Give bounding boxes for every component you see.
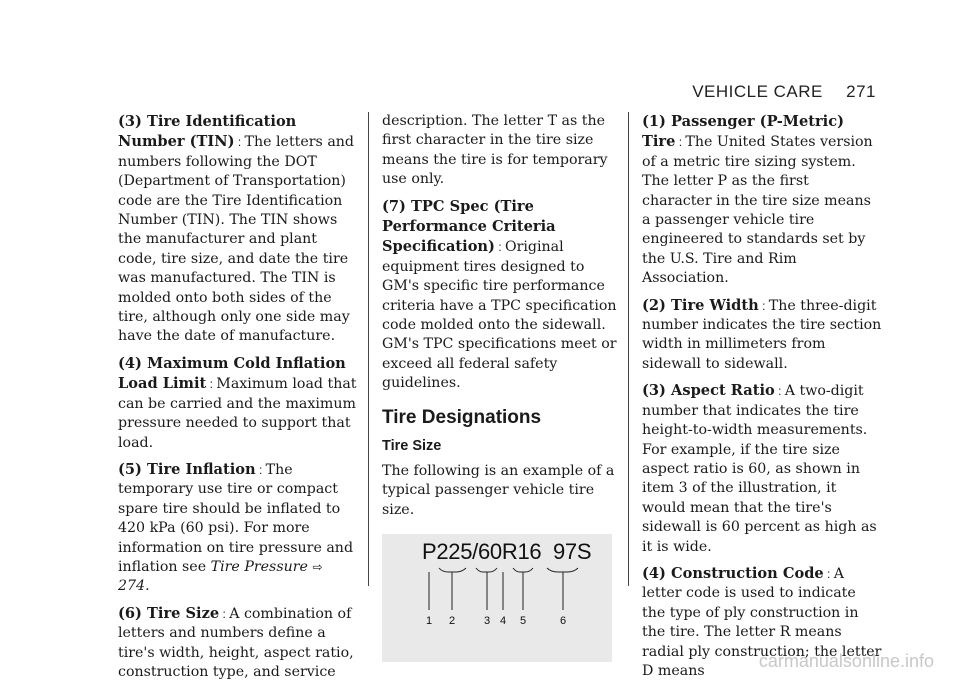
load-term: (4) Maximum Cold Inflation Load Limit [118, 354, 346, 393]
load-paragraph: (4) Maximum Cold Inflation Load Limit : Maximum load that can be carried and the maximum pressure needed to support that load. [118, 354, 357, 451]
callout-label-1: 1 [426, 614, 433, 627]
construction-body: A letter code is used to indicate the type of ply construction in the tire. The letter R means radial ply construction; the letter D means [642, 565, 882, 679]
page-header [692, 82, 876, 102]
callout-lines [382, 534, 612, 662]
size-body: A combination of letters and numbers define a tire's width, height, aspect ratio, construction type, and service [118, 605, 354, 680]
callout-label-6: 6 [560, 614, 567, 627]
inflation-paragraph: (5) Tire Inflation : The temporary use tire or compact spare tire should be inflated to 420 kPa (60 psi). For more information on tire pressure and inflation see Tire Pressure ⇨ 274. [118, 460, 354, 595]
width-body: The three-digit number indicates the tire section width in millimeters from sidewall to sidewall. [642, 297, 882, 372]
subsection-heading: Tire Size [382, 437, 442, 454]
tpc-term: (7) TPC Spec (Tire Performance Criteria Specification) [382, 197, 556, 256]
size-term: (6) Tire Size [118, 604, 220, 622]
page-number: 271 [846, 82, 876, 101]
load-body: Maximum load that can be carried and the maximum pressure needed to support that load. [118, 376, 357, 451]
construction-paragraph: (4) Construction Code : A letter code is used to indicate the type of ply construction in the tire. The letter R means radial ply construction; the letter D means [642, 564, 882, 679]
section-title: VEHICLE CARE [692, 82, 823, 101]
tire-pressure-page[interactable]: 274. [118, 578, 150, 595]
column-3 [642, 112, 882, 688]
tin-paragraph: (3) Tire Identification Number (TIN) : The letters and numbers following the DOT (Department of Transportation) code are the Tire Identification Number (TIN). The TIN shows the manufacturer and plant code, tire size, and date the tire was manufactured. The TIN is molded onto both sides of the tire, although only one side may have the date of manufacture. [118, 113, 355, 345]
tin-term: (3) Tire Identification Number (TIN) [118, 113, 297, 151]
tire-size-code: P225/60R16 97S [422, 538, 592, 564]
width-paragraph: (2) Tire Width : The three-digit number indicates the tire section width in millimeters from sidewall to sidewall. [642, 296, 882, 372]
tpc-paragraph: (7) TPC Spec (Tire Performance Criteria Specification) : Original equipment tires designed to GM's specific tire performance criteria have a TPC specification code molded onto the sidewall. GM's TPC specifications meet or exceed all federal safety guidelines. [382, 197, 617, 392]
passenger-paragraph: (1) Passenger (P-Metric) Tire : The United States version of a metric tire sizing system. The letter P as the first character in the tire size means a passenger vehicle tire engineered to standards set by the U.S. Tire and Rim Association. [642, 113, 873, 287]
tire-pressure-link[interactable]: Tire Pressure [210, 558, 308, 575]
column-1 [118, 112, 358, 689]
callout-bracket-3 [476, 568, 497, 572]
passenger-body: The United States version of a metric tire sizing system. The letter P as the first character in the tire size means a passenger vehicle tire engineered to standards set by the U.S. Tire and Rim Association. [642, 134, 873, 287]
column-divider-2 [628, 112, 629, 586]
aspect-body: A two-digit number that indicates the tire height-to-width measurements. For example, if the tire size aspect ratio is 60, as shown in item 3 of the illustration, it would mean that the tire's sidewall is 60 percent as high as it is wide. [642, 383, 877, 555]
intro-paragraph: The following is an example of a typical passenger vehicle tire size. [382, 462, 615, 518]
continuation-paragraph: description. The letter T as the first character in the tire size means the tire is for temporary use only. [382, 113, 608, 188]
size-paragraph: (6) Tire Size : A combination of letters and numbers define a tire's width, height, aspect ratio, construction type, and service [118, 604, 354, 680]
callout-label-3: 3 [484, 614, 491, 627]
tire-size-illustration [382, 534, 612, 662]
callout-bracket-2 [439, 568, 466, 572]
tpc-body: Original equipment tires designed to GM's specific tire performance criteria have a TPC specification code molded onto the sidewall. GM's TPC specifications meet or exceed all federal safety guidelines. [382, 239, 617, 392]
passenger-term: (1) Passenger (P-Metric) Tire [642, 113, 845, 151]
callout-bracket-5 [513, 568, 533, 572]
callout-label-4: 4 [500, 614, 507, 627]
section-heading: Tire Designations [382, 406, 542, 428]
inflation-body: The temporary use tire or compact spare tire should be inflated to 420 kPa (60 psi). For more information on tire pressure and inflation see [118, 461, 354, 575]
watermark: carmanualsonline.info [758, 651, 934, 671]
tin-body: The letters and numbers following the DOT (Department of Transportation) code are the Tire Identification Number (TIN). The TIN shows the manufacturer and plant code, tire size, and date the tire was manufactured. The TIN is molded onto both sides of the tire, although only one side may have the date of manufacture. [118, 134, 355, 345]
callout-label-5: 5 [520, 614, 527, 627]
width-term: (2) Tire Width [642, 296, 759, 314]
column-divider-1 [368, 112, 369, 586]
inflation-term: (5) Tire Inflation [118, 460, 256, 478]
aspect-paragraph: (3) Aspect Ratio : A two-digit number that indicates the tire height-to-width measurements. For example, if the tire size aspect ratio is 60, as shown in item 3 of the illustration, it would mean that the tire's sidewall is 60 percent as high as it is wide. [642, 382, 877, 555]
callout-label-2: 2 [449, 614, 456, 627]
column-2 [382, 112, 622, 662]
callout-bracket-6 [547, 568, 578, 572]
construction-term: (4) Construction Code [642, 564, 824, 582]
page-ref-icon: ⇨ [312, 559, 323, 574]
aspect-term: (3) Aspect Ratio [642, 382, 775, 400]
